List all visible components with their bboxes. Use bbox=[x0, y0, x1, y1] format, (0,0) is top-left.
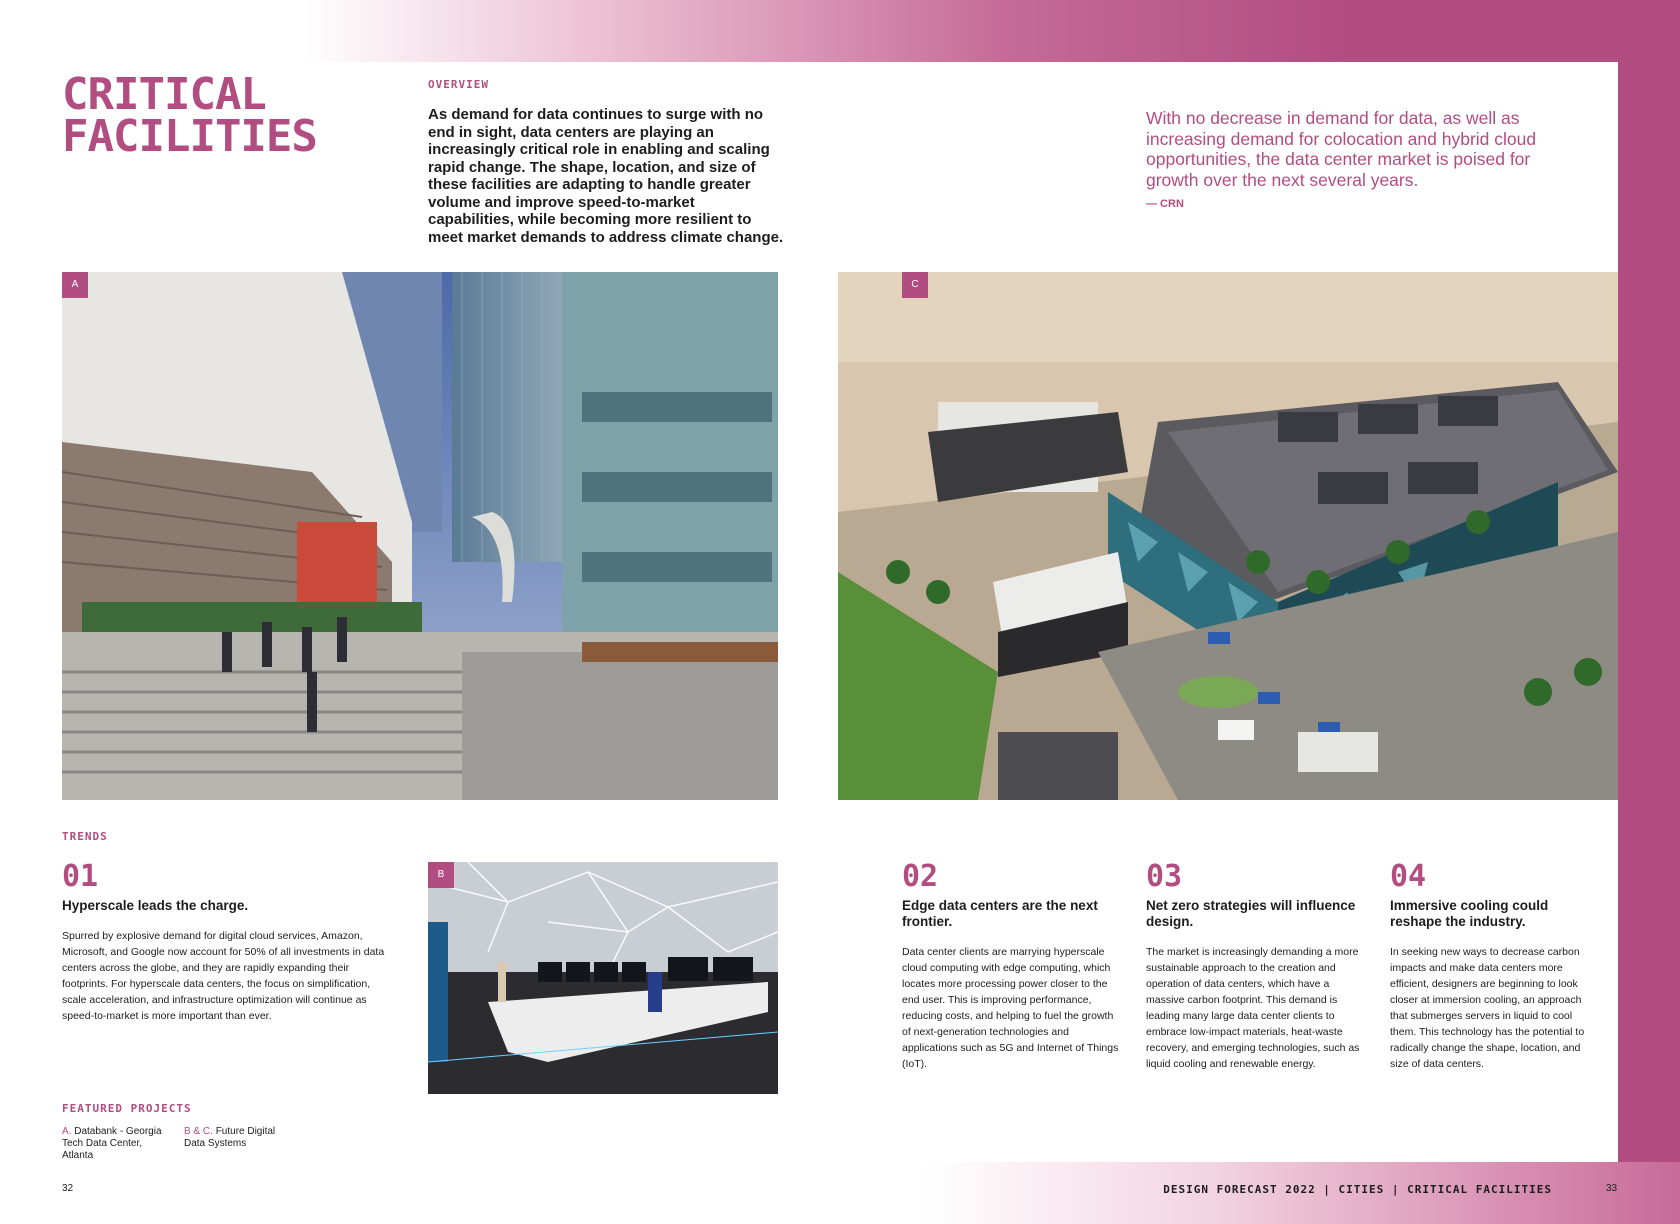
trend-heading: Net zero strategies will influence design. bbox=[1146, 898, 1356, 929]
photo-b-tag: B bbox=[428, 862, 454, 888]
project-name: Future Digital Data Systems bbox=[184, 1126, 276, 1149]
project-key: B & C. bbox=[184, 1126, 213, 1137]
photo-a-databank-plaza bbox=[62, 272, 778, 800]
running-footer: DESIGN FORECAST 2022 | CITIES | CRITICAL FACILITIES bbox=[1163, 1183, 1552, 1196]
title-line-2: FACILITIES bbox=[62, 111, 317, 162]
overview-label: OVERVIEW bbox=[428, 78, 489, 91]
photo-b-control-room bbox=[428, 862, 778, 1094]
trend-body: Spurred by explosive demand for digital cloud services, Amazon, Microsoft, and Google now account for 50% of all investments in data centers across the globe, and they are rapidly expanding their footprints. For hyperscale data centers, the focus on simplification, scale acceleration, and infrastructure optimization will continue as speed-to-market is more important than ever. bbox=[62, 930, 385, 1022]
page-number-right: 33 bbox=[1606, 1183, 1618, 1194]
project-key: A. bbox=[62, 1126, 72, 1137]
trend-number: 01 bbox=[62, 859, 99, 894]
title-line-1: CRITICAL bbox=[62, 69, 266, 120]
project-name: Databank - Georgia Tech Data Center, Atlanta bbox=[62, 1126, 162, 1161]
trend-body: In seeking new ways to decrease carbon impacts and make data centers more efficient, designers are beginning to look closer at immersion cooling, an approach that submerges servers in liquid to cool them. This technology has the potential to radically change the shape, location, and size of data centers. bbox=[1390, 946, 1585, 1070]
quote-source: — CRN bbox=[1146, 198, 1184, 210]
pull-quote: With no decrease in demand for data, as well as increasing demand for colocation and hybrid cloud opportunities, the data center market is poised for growth over the next several years. bbox=[1146, 108, 1537, 190]
page-title bbox=[62, 69, 382, 162]
trend-body: Data center clients are marrying hyperscale cloud computing with edge computing, which locates more processing power closer to the end user. This is improving performance, reducing costs, and helping to fuel the growth of next-generation technologies and applications such as 5G and Internet of Things (IoT). bbox=[902, 946, 1119, 1070]
trend-04 bbox=[1390, 859, 1596, 1072]
photo-c-data-center-aerial bbox=[838, 272, 1618, 800]
trend-01 bbox=[62, 859, 396, 1024]
featured-project-a bbox=[62, 1126, 172, 1162]
trend-number: 04 bbox=[1390, 859, 1427, 894]
trend-03 bbox=[1146, 859, 1368, 1072]
trends-label: TRENDS bbox=[62, 830, 108, 843]
featured-project-bc bbox=[184, 1126, 294, 1150]
photo-c-tag: C bbox=[902, 272, 928, 298]
trend-heading: Immersive cooling could reshape the industry. bbox=[1390, 898, 1549, 929]
trend-body: The market is increasingly demanding a more sustainable approach to the creation and operation of data centers, which have a massive carbon footprint. This demand is leading many large data center clients to embrace low-impact materials, heat-waste recovery, and emerging technologies, such as liquid cooling and renewable energy. bbox=[1146, 946, 1360, 1070]
trend-number: 02 bbox=[902, 859, 939, 894]
trend-02 bbox=[902, 859, 1124, 1072]
page-number-left: 32 bbox=[62, 1183, 74, 1194]
trend-heading: Edge data centers are the next frontier. bbox=[902, 898, 1098, 929]
overview-text: As demand for data continues to surge with no end in sight, data centers are playing an increasingly critical role in enabling and scaling rapid change. The shape, location, and size of these facilities are adapting to handle greater volume and improve speed-to-market capabilities, while becoming more resilient to meet market demands to address climate change. bbox=[428, 106, 784, 246]
trend-heading: Hyperscale leads the charge. bbox=[62, 898, 249, 913]
featured-projects-label: FEATURED PROJECTS bbox=[62, 1102, 192, 1115]
photo-a-tag: A bbox=[62, 272, 88, 298]
trend-number: 03 bbox=[1146, 859, 1183, 894]
